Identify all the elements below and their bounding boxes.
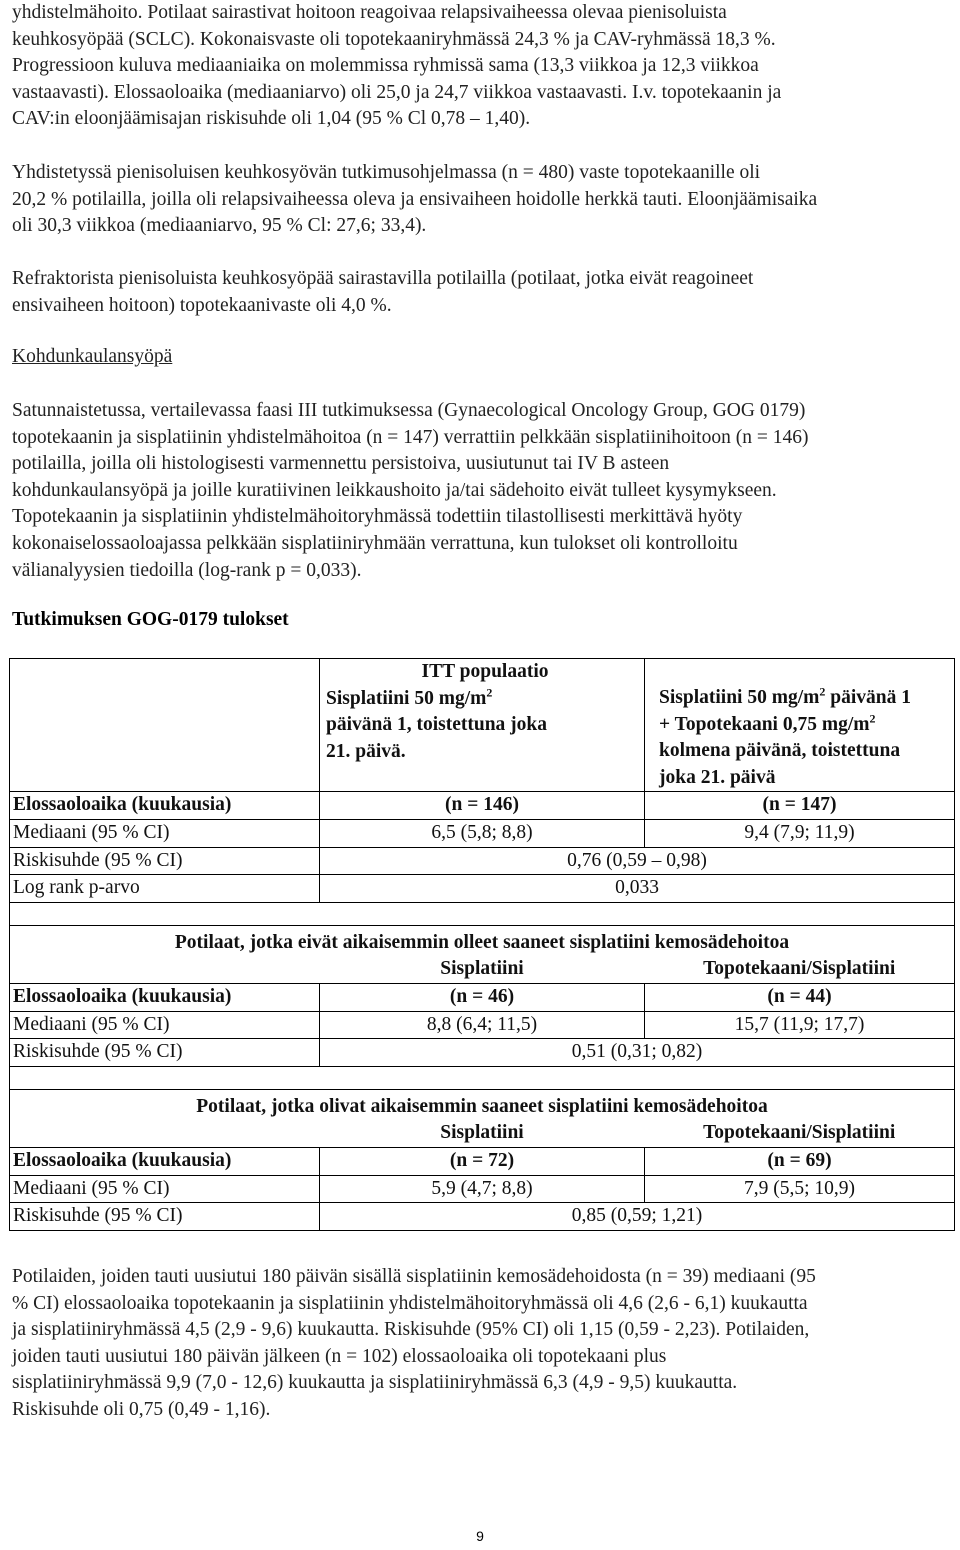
subgroup-col2-label: Topotekaani/Sisplatiini: [703, 1122, 896, 1144]
col1-header-line: Sisplatiini 50 mg/m: [326, 687, 487, 709]
col2-superscript: 2: [869, 711, 876, 726]
text-line: vastaavasti). Elossaoloaika (mediaaniarvo) oli 25,0 ja 24,7 viikkoa vastaavasti. I.v. topotekaanin ja: [12, 81, 782, 103]
text-line: Topotekaanin ja sisplatiinin yhdistelmähoitoryhmässä todettiin tilastollisesti merkittävä hyöty: [12, 506, 743, 528]
row-label: Elossaoloaika (kuukausia): [10, 792, 320, 820]
cell: 8,8 (6,4; 11,5): [320, 1011, 645, 1039]
results-table: [9, 658, 955, 1231]
text-line: Yhdistetyssä pienisoluisen keuhkosyövän tutkimusohjelmassa (n = 480) vaste topotekaanille oli: [12, 162, 761, 183]
text-line: joiden tauti uusiutui 180 päivän jälkeen (n = 102) elossaoloaika oli topotekaani plus: [12, 1345, 667, 1367]
table-row: [10, 792, 955, 820]
text-line: Progressioon kuluva mediaaniaika on molemmissa ryhmissä sama (13,3 viikkoa ja 12,3 viikkoa: [12, 55, 759, 77]
subgroup-heading: [10, 1089, 955, 1147]
row-label: Elossaoloaika (kuukausia): [10, 1147, 320, 1175]
cell: 6,5 (5,8; 8,8): [320, 819, 645, 847]
table-title: Tutkimuksen GOG-0179 tulokset: [12, 609, 289, 630]
cell: 0,51 (0,31; 0,82): [320, 1039, 955, 1067]
text-line: potilailla, joilla oli histologisesti varmennettu persistoiva, uusiutunut tai IV B asteen: [12, 453, 670, 475]
text-line: topotekaanin ja sisplatiinin yhdistelmähoitoa (n = 147) verrattiin pelkkään sisplatiinihoitoon (n = 146): [12, 426, 809, 448]
cell: (n = 46): [320, 983, 645, 1011]
text-line: ensivaiheen hoitoon) topotekaanivaste oli 4,0 %.: [12, 294, 392, 316]
text-line: välianalyysien tiedoilla (log-rank p = 0,033).: [12, 559, 362, 581]
cell: (n = 146): [320, 792, 645, 820]
empty-cell: [10, 902, 955, 925]
cell: (n = 44): [645, 983, 955, 1011]
table-row: [10, 875, 955, 903]
text-line: Refraktorista pienisoluista keuhkosyöpää sairastavilla potilailla (potilaat, jotka eivät reagoineet: [12, 268, 754, 289]
text-line: yhdistelmähoito. Potilaat sairastivat hoitoon reagoivaa relapsivaiheessa olevaa pienisoluista: [12, 2, 727, 23]
col2-header-line: + Topotekaani 0,75 mg/m: [659, 713, 870, 735]
col1-header-line: päivänä 1, toistettuna joka: [326, 714, 548, 736]
col2-header-line: joka 21. päivä: [659, 766, 776, 788]
itt-col1-header: [320, 659, 645, 792]
text-line: kokonaiselossaoloajassa pelkkään sisplatiiniryhmään verrattuna, kun tulokset oli kontrolloitu: [12, 532, 738, 554]
row-label: Riskisuhde (95 % CI): [10, 1039, 320, 1067]
col2-superscript: 2: [819, 684, 826, 699]
page-number: 9: [476, 1528, 484, 1544]
text-line: CAV:in eloonjäämisajan riskisuhde oli 1,04 (95 % Cl 0,78 – 1,40).: [12, 108, 531, 130]
subgroup-col2-label: Topotekaani/Sisplatiini: [703, 958, 896, 980]
row-label: Mediaani (95 % CI): [10, 819, 320, 847]
cell: 9,4 (7,9; 11,9): [645, 819, 955, 847]
cell: 0,76 (0,59 – 0,98): [320, 847, 955, 875]
col1-superscript: 2: [486, 685, 493, 700]
table-row: [10, 847, 955, 875]
subgroup-heading: [10, 925, 955, 983]
itt-header: ITT populaatio: [421, 661, 549, 682]
table-row: [10, 983, 955, 1011]
cell: 0,85 (0,59; 1,21): [320, 1203, 955, 1231]
subgroup-col1-label: Sisplatiini: [440, 958, 524, 980]
col2-header-suffix: päivänä 1: [825, 687, 911, 708]
cell: (n = 69): [645, 1147, 955, 1175]
section-heading: [12, 344, 957, 371]
text-line: sisplatiiniryhmässä 9,9 (7,0 - 12,6) kuukautta ja sisplatiiniryhmässä 6,3 (4,9 - 9,5) kuukautta.: [12, 1372, 738, 1394]
spacer-row: [10, 902, 955, 925]
cell: (n = 72): [320, 1147, 645, 1175]
row-label: Riskisuhde (95 % CI): [10, 847, 320, 875]
intro-paragraph: [12, 0, 957, 133]
text-line: % CI) elossaoloaika topotekaanin ja sisplatiinin yhdistelmähoitoryhmässä oli 4,6 (2,6 - 6,1) kuukautta: [12, 1292, 808, 1314]
text-line: keuhkosyöpää (SCLC). Kokonaisvaste oli topotekaaniryhmässä 24,3 % ja CAV-ryhmässä 18,3 %.: [12, 28, 776, 50]
refractory-paragraph: [12, 266, 957, 319]
cell: 7,9 (5,5; 10,9): [645, 1175, 955, 1203]
text-line: Potilaiden, joiden tauti uusiutui 180 päivän sisällä sisplatiinin kemosädehoidosta (n = 39) mediaani (95: [12, 1266, 816, 1287]
text-line: Riskisuhde oli 0,75 (0,49 - 1,16).: [12, 1398, 271, 1420]
empty-cell: [10, 1066, 955, 1089]
col1-header-line: 21. päivä.: [326, 740, 406, 762]
table-row: [10, 819, 955, 847]
subgroup-header-row: [10, 925, 955, 983]
row-label: Elossaoloaika (kuukausia): [10, 983, 320, 1011]
text-line: oli 30,3 viikkoa (mediaaniarvo, 95 % Cl: 27,6; 33,4).: [12, 215, 427, 237]
subgroup-heading-text: Potilaat, jotka eivät aikaisemmin olleet saaneet sisplatiini kemosädehoitoa: [174, 931, 790, 953]
cell: (n = 147): [645, 792, 955, 820]
row-label: Mediaani (95 % CI): [10, 1011, 320, 1039]
text-line: ja sisplatiiniryhmässä 4,5 (2,9 - 9,6) kuukautta. Riskisuhde (95% CI) oli 1,15 (0,59 - 2,23). Potilaiden,: [12, 1319, 810, 1341]
subgroup-header-row: [10, 1089, 955, 1147]
section-heading-text: Kohdunkaulansyöpä: [12, 346, 173, 367]
row-label: Riskisuhde (95 % CI): [10, 1203, 320, 1231]
row-label: Log rank p-arvo: [10, 875, 320, 903]
table-row: [10, 1011, 955, 1039]
cell: 5,9 (4,7; 8,8): [320, 1175, 645, 1203]
spacer-row: [10, 1066, 955, 1089]
sclc-program-paragraph: [12, 160, 957, 240]
row-label: Mediaani (95 % CI): [10, 1175, 320, 1203]
table-row: [10, 1039, 955, 1067]
gog-study-paragraph: [12, 398, 957, 584]
table-header-row: [10, 659, 955, 792]
cell: 15,7 (11,9; 17,7): [645, 1011, 955, 1039]
text-line: 20,2 % potilailla, joilla oli relapsivaiheessa oleva ja ensivaiheen hoidolle herkkä tauti. Eloonjäämisaika: [12, 188, 818, 210]
subgroup-col1-label: Sisplatiini: [440, 1122, 524, 1144]
col2-header-line: kolmena päivänä, toistettuna: [659, 740, 901, 762]
text-line: kohdunkaulansyöpä ja joille kuratiivinen leikkaushoito ja/tai sädehoito eivät tulleet kysymykseen.: [12, 479, 777, 501]
itt-col2-header: [645, 659, 955, 792]
table-row: [10, 1175, 955, 1203]
cell: 0,033: [320, 875, 955, 903]
table-row: [10, 1203, 955, 1231]
empty-cell: [10, 659, 320, 792]
col2-header-line: Sisplatiini 50 mg/m: [659, 687, 820, 708]
text-line: Satunnaistetussa, vertailevassa faasi III tutkimuksessa (Gynaecological Oncology Group, GOG 0179): [12, 400, 806, 421]
relapse-timing-paragraph: [12, 1264, 957, 1424]
subgroup-heading-text: Potilaat, jotka olivat aikaisemmin saaneet sisplatiini kemosädehoitoa: [196, 1095, 768, 1117]
table-row: [10, 1147, 955, 1175]
